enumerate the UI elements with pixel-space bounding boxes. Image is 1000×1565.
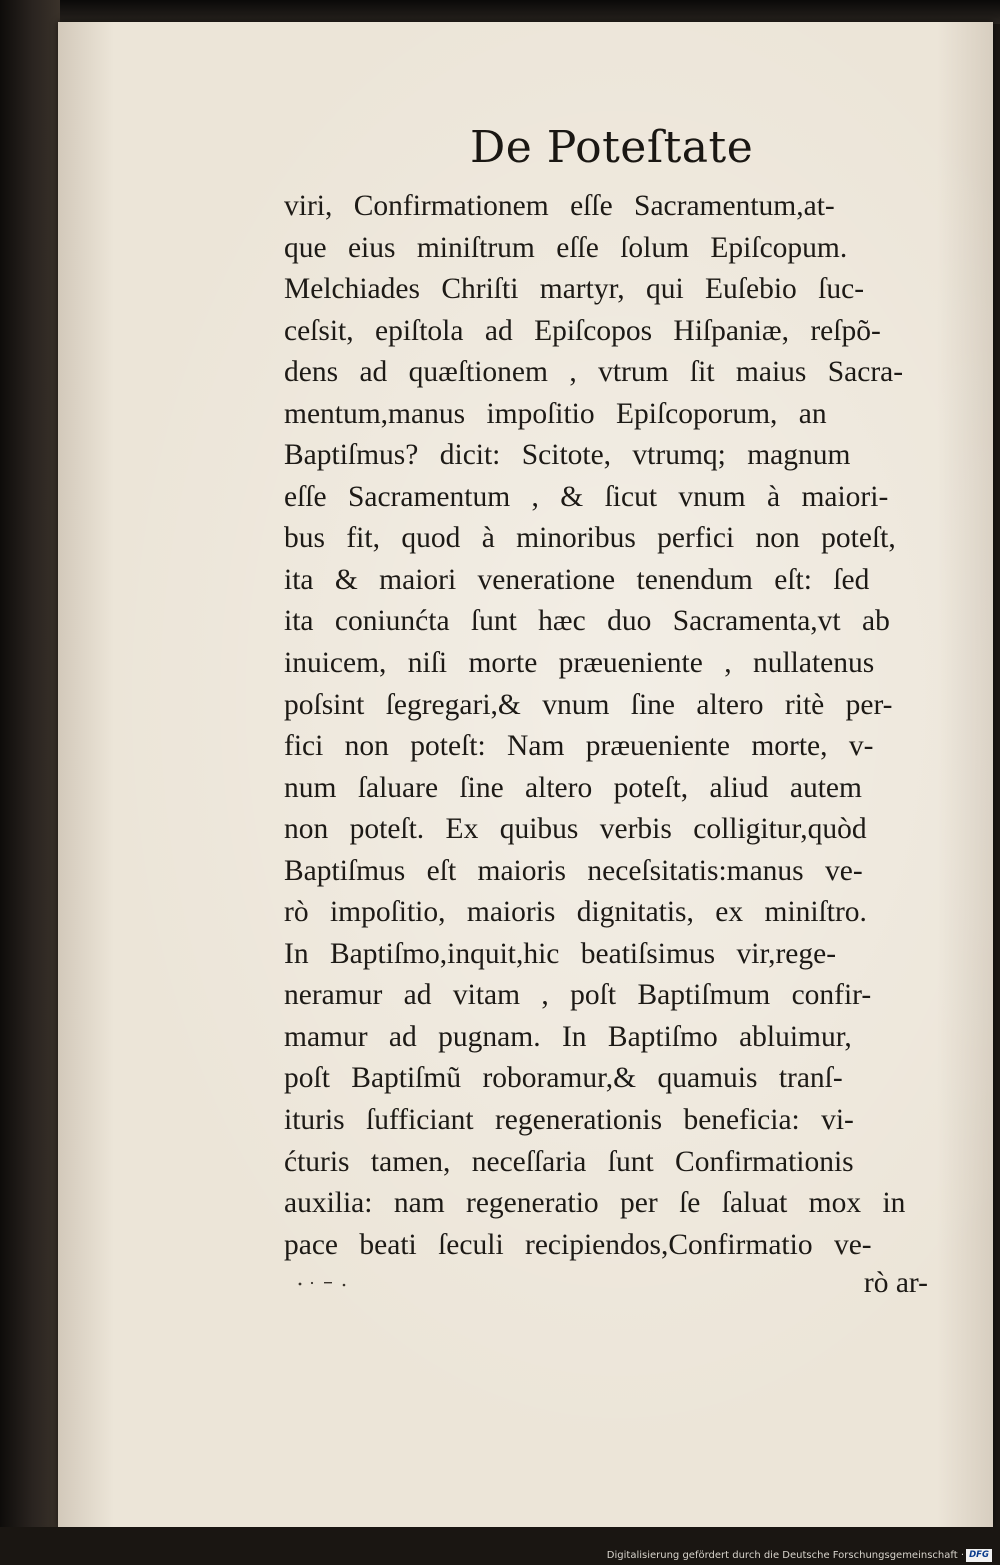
text-line: mentum,manus impoſitio Epiſcoporum, an xyxy=(284,397,827,430)
text-line: ita & maiori veneratione tenendum eſt: ſed xyxy=(284,563,870,596)
text-line: num ſaluare ſine altero poteſt, aliud autem xyxy=(284,771,862,804)
text-line: Baptiſmus? dicit: Scitote, vtrumq; magnum xyxy=(284,439,851,472)
text-line: eſſe Sacramentum , & ſicut vnum à maiori- xyxy=(284,480,889,513)
text-line: bus fit, quod à minoribus perfici non poteſt, xyxy=(284,522,896,555)
body-text xyxy=(284,186,924,1266)
text-line: inuicem, niſi morte præueniente , nullatenus xyxy=(284,647,875,680)
text-line: viri, Confirmationem eſſe Sacramentum,at- xyxy=(284,190,835,222)
text-line: mamur ad pugnam. In Baptiſmo abluimur, xyxy=(284,1020,852,1053)
text-line: In Baptiſmo,inquit,hic beatiſsimus vir,rege- xyxy=(284,937,837,970)
book-binding-edge xyxy=(0,0,60,1565)
text-line: non poteſt. Ex quibus verbis colligitur,quòd xyxy=(284,813,867,846)
text-line: Melchiades Chriſti martyr, qui Euſebio ſuc- xyxy=(284,273,865,306)
text-line: pace beati ſeculi recipiendos,Confirmatio ve- xyxy=(284,1228,872,1261)
running-head: De Poteſtate xyxy=(470,122,754,173)
text-line: auxilia: nam regeneratio per ſe ſaluat mox in xyxy=(284,1187,906,1220)
text-line: ita coniunćta ſunt hæc duo Sacramenta,vt ab xyxy=(284,605,890,638)
text-line: ćturis tamen, neceſſaria ſunt Confirmationis xyxy=(284,1145,854,1178)
digitization-credit: Digitalisierung gefördert durch die Deutsche Forschungsgemeinschaft · xyxy=(606,1550,964,1561)
text-line: ceſsit, epiſtola ad Epiſcopos Hiſpaniæ, reſpõ- xyxy=(284,314,881,347)
text-line: rò impoſitio, maioris dignitatis, ex miniſtro. xyxy=(284,896,867,929)
text-line: Baptiſmus eſt maioris neceſsitatis:manus ve- xyxy=(284,854,863,887)
text-line: fici non poteſt: Nam præueniente morte, v- xyxy=(284,730,874,763)
scan-top-edge xyxy=(0,0,1000,24)
ink-specks xyxy=(296,1272,356,1292)
text-line: dens ad quæſtionem , vtrum ſit maius Sacra- xyxy=(284,356,904,389)
text-line: poſt Baptiſmũ roboramur,& quamuis tranſ- xyxy=(284,1062,843,1095)
text-line: poſsint ſegregari,& vnum ſine altero ritè per- xyxy=(284,688,893,721)
text-line: que eius miniſtrum eſſe ſolum Epiſcopum. xyxy=(284,231,848,264)
text-line: neramur ad vitam , poſt Baptiſmum confir- xyxy=(284,979,872,1012)
catchword: rò ar- xyxy=(863,1267,928,1299)
dfg-logo: DFG xyxy=(966,1549,992,1562)
text-line: ituris ſufficiant regenerationis beneficia: vi- xyxy=(284,1104,854,1137)
